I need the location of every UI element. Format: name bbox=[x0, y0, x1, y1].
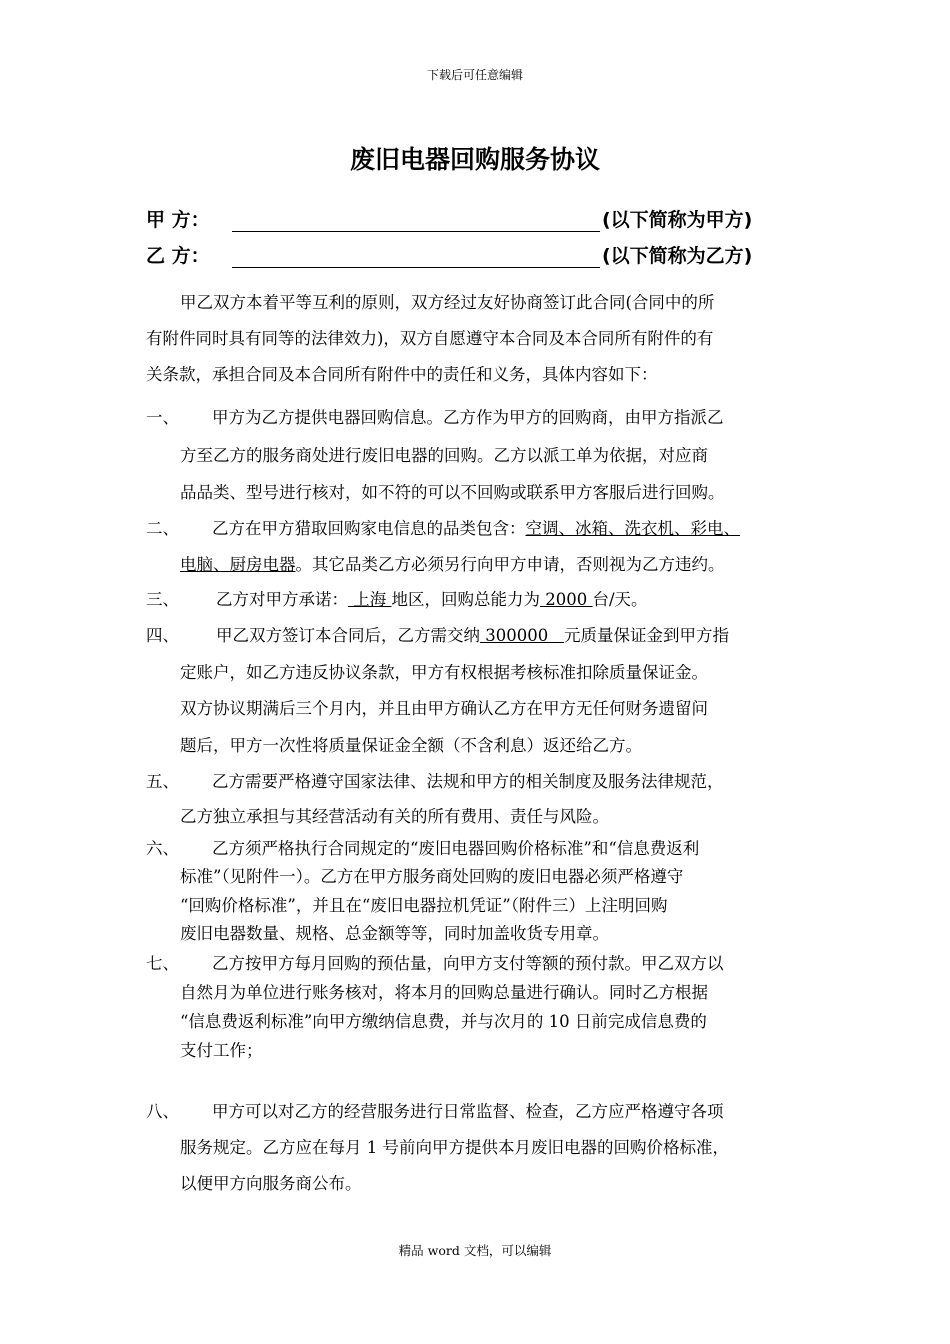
clause-text: 台/天。 bbox=[592, 590, 648, 609]
clause-number: 五、 bbox=[146, 772, 179, 791]
clause-text: 乙方在甲方猎取回购家电信息的品类包含： bbox=[212, 519, 526, 538]
clause-line: 甲方为乙方提供电器回购信息。乙方作为甲方的回购商，由甲方指派乙 bbox=[212, 408, 724, 427]
clause-line: 标准”（见附件一）。乙方在甲方服务商处回购的废旧电器必须严格遵守 bbox=[180, 867, 684, 886]
category-list: 空调、冰箱、洗衣机、彩电、 bbox=[525, 519, 740, 538]
clause-number: 六、 bbox=[146, 839, 179, 858]
clause-line: 方至乙方的服务商处进行废旧电器的回购。乙方以派工单为依据，对应商 bbox=[180, 446, 708, 465]
party-b-suffix: (以下简称为乙方) bbox=[602, 245, 753, 267]
clause-line: 自然月为单位进行账务核对，将本月的回购总量进行确认。同时乙方根据 bbox=[180, 983, 708, 1002]
clause-line: “回购价格标准”，并且在“废旧电器拉机凭证”（附件三）上注明回购 bbox=[180, 896, 668, 915]
clause-line: 品品类、型号进行核对，如不符的可以不回购或联系甲方客服后进行回购。 bbox=[180, 483, 725, 502]
clause-line: 乙方须严格执行合同规定的“废旧电器回购价格标准”和“信息费返利 bbox=[212, 839, 700, 858]
party-b-label: 乙 方： bbox=[146, 245, 210, 267]
header-note: 下载后可任意编辑 bbox=[426, 68, 523, 82]
clause-number: 七、 bbox=[146, 954, 179, 973]
deposit-amount-field: 300000 bbox=[480, 626, 564, 645]
clause-line: 废旧电器数量、规格、总金额等等，同时加盖收货专用章。 bbox=[180, 924, 609, 943]
intro-line: 甲乙双方本着平等互利的原则，双方经过友好协商签订此合同(合同中的所 bbox=[180, 293, 715, 312]
party-b-blank-field[interactable] bbox=[232, 245, 600, 268]
clause-line: 双方协议期满后三个月内，并且由甲方确认乙方在甲方无任何财务遗留问 bbox=[180, 699, 708, 718]
clause-number: 三、 bbox=[146, 590, 179, 609]
party-b-line bbox=[146, 236, 752, 268]
party-a-blank-field[interactable] bbox=[232, 209, 600, 232]
clause-line bbox=[216, 586, 866, 610]
category-list: 电脑、厨房电器 bbox=[180, 555, 296, 574]
clause-text: 地区，回购总能力为 bbox=[391, 590, 540, 609]
clause-line: 题后，甲方一次性将质量保证金全额（不含利息）返还给乙方。 bbox=[180, 736, 642, 755]
footer-note: 精品 word 文档，可以编辑 bbox=[398, 1243, 552, 1258]
clause-text: 乙方对甲方承诺： bbox=[216, 590, 348, 609]
clause-line: 乙方独立承担与其经营活动有关的所有费用、责任与风险。 bbox=[180, 807, 609, 826]
clause-number: 二、 bbox=[146, 519, 179, 538]
party-a-label: 甲 方： bbox=[146, 209, 210, 231]
clause-number: 一、 bbox=[146, 408, 179, 427]
clause-number: 八、 bbox=[146, 1102, 179, 1121]
clause-line bbox=[180, 551, 830, 575]
intro-line: 关条款，承担合同及本合同所有附件中的责任和义务，具体内容如下： bbox=[146, 365, 658, 384]
clause-text: 元质量保证金到甲方指 bbox=[563, 626, 729, 645]
capacity-field: 2000 bbox=[540, 590, 593, 609]
clause-line: “信息费返利标准”向甲方缴纳信息费，并与次月的 10 日前完成信息费的 bbox=[180, 1012, 707, 1031]
party-a-suffix: (以下简称为甲方) bbox=[602, 209, 753, 231]
document-title: 废旧电器回购服务协议 bbox=[349, 145, 600, 174]
clause-line: 服务规定。乙方应在每月 1 号前向甲方提供本月废旧电器的回购价格标准， bbox=[180, 1138, 729, 1157]
intro-line: 有附件同时具有同等的法律效力)，双方自愿遵守本合同及本合同所有附件的有 bbox=[146, 329, 714, 348]
clause-line: 以便甲方向服务商公布。 bbox=[180, 1174, 362, 1193]
clause-line bbox=[212, 515, 862, 539]
clause-line: 乙方按甲方每月回购的预估量，向甲方支付等额的预付款。甲乙双方以 bbox=[212, 954, 724, 973]
clause-line: 甲方可以对乙方的经营服务进行日常监督、检查，乙方应严格遵守各项 bbox=[212, 1102, 724, 1121]
clause-text: 。其它品类乙方必须另行向甲方申请，否则视为乙方违约。 bbox=[295, 555, 725, 574]
party-a-line bbox=[146, 200, 752, 232]
clause-line: 定账户，如乙方违反协议条款，甲方有权根据考核标准扣除质量保证金。 bbox=[180, 663, 708, 682]
clause-line: 支付工作； bbox=[180, 1041, 263, 1060]
clause-line: 乙方需要严格遵守国家法律、法规和甲方的相关制度及服务法律规范， bbox=[212, 772, 724, 791]
region-field: 上海 bbox=[348, 590, 392, 609]
clause-line bbox=[216, 622, 866, 646]
clause-text: 甲乙双方签订本合同后，乙方需交纳 bbox=[216, 626, 480, 645]
clause-number: 四、 bbox=[146, 626, 179, 645]
